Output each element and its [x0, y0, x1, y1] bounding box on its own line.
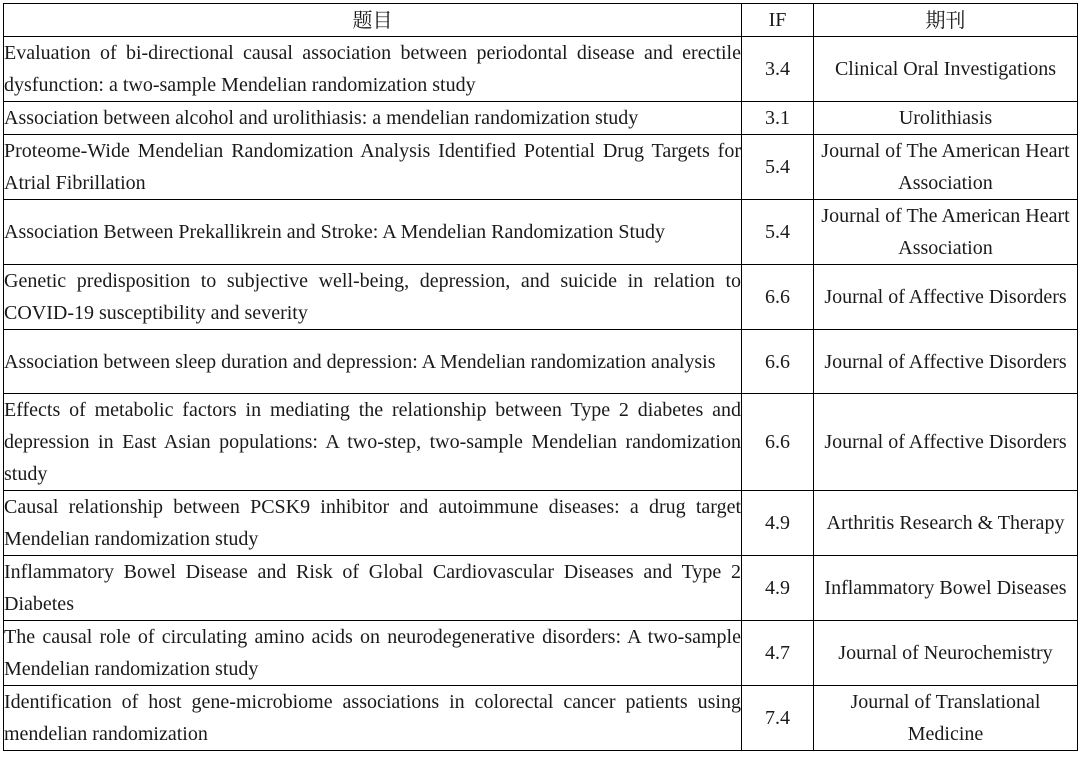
journal-name: Journal of Neurochemistry	[814, 621, 1078, 686]
paper-title: Association Between Prekallikrein and Stroke: A Mendelian Randomization Study	[4, 200, 742, 265]
journal-name: Arthritis Research & Therapy	[814, 491, 1078, 556]
journal-name: Clinical Oral Investigations	[814, 37, 1078, 102]
impact-factor: 3.4	[742, 37, 814, 102]
table-row	[4, 330, 1078, 394]
impact-factor: 5.4	[742, 200, 814, 265]
table-row	[4, 37, 1078, 102]
impact-factor: 6.6	[742, 394, 814, 491]
table-row	[4, 265, 1078, 330]
impact-factor: 7.4	[742, 686, 814, 751]
table-row	[4, 135, 1078, 200]
table-row	[4, 102, 1078, 135]
header-if: IF	[742, 4, 814, 37]
journal-name: Journal of Affective Disorders	[814, 265, 1078, 330]
paper-title: Evaluation of bi-directional causal association between periodontal disease and erectile dysfunction: a two-sample Mendelian randomization study	[4, 37, 742, 102]
journal-name: Journal of The American Heart Association	[814, 200, 1078, 265]
impact-factor: 6.6	[742, 330, 814, 394]
journal-name: Journal of Affective Disorders	[814, 394, 1078, 491]
paper-title: Causal relationship between PCSK9 inhibitor and autoimmune diseases: a drug target Mendelian randomization study	[4, 491, 742, 556]
paper-title: Genetic predisposition to subjective well-being, depression, and suicide in relation to COVID-19 susceptibility and severity	[4, 265, 742, 330]
impact-factor: 4.9	[742, 491, 814, 556]
table-header-row	[4, 4, 1078, 37]
publication-table	[3, 3, 1078, 751]
header-title: 题目	[4, 4, 742, 37]
paper-title: Association between alcohol and urolithiasis: a mendelian randomization study	[4, 102, 742, 135]
header-journal: 期刊	[814, 4, 1078, 37]
paper-title: Identification of host gene-microbiome associations in colorectal cancer patients using mendelian randomization	[4, 686, 742, 751]
journal-name: Journal of Translational Medicine	[814, 686, 1078, 751]
paper-title: Association between sleep duration and depression: A Mendelian randomization analysis	[4, 330, 742, 394]
table-row	[4, 200, 1078, 265]
table-row	[4, 686, 1078, 751]
impact-factor: 3.1	[742, 102, 814, 135]
paper-title: The causal role of circulating amino acids on neurodegenerative disorders: A two-sample Mendelian randomization study	[4, 621, 742, 686]
table-row	[4, 556, 1078, 621]
journal-name: Urolithiasis	[814, 102, 1078, 135]
impact-factor: 4.7	[742, 621, 814, 686]
impact-factor: 4.9	[742, 556, 814, 621]
impact-factor: 5.4	[742, 135, 814, 200]
journal-name: Journal of The American Heart Association	[814, 135, 1078, 200]
journal-name: Inflammatory Bowel Diseases	[814, 556, 1078, 621]
journal-name: Journal of Affective Disorders	[814, 330, 1078, 394]
table-row	[4, 491, 1078, 556]
table-row	[4, 394, 1078, 491]
table-row	[4, 621, 1078, 686]
paper-title: Inflammatory Bowel Disease and Risk of Global Cardiovascular Diseases and Type 2 Diabetes	[4, 556, 742, 621]
paper-title: Effects of metabolic factors in mediating the relationship between Type 2 diabetes and depression in East Asian populations: A two-step, two-sample Mendelian randomization study	[4, 394, 742, 491]
paper-title: Proteome-Wide Mendelian Randomization Analysis Identified Potential Drug Targets for Atrial Fibrillation	[4, 135, 742, 200]
impact-factor: 6.6	[742, 265, 814, 330]
